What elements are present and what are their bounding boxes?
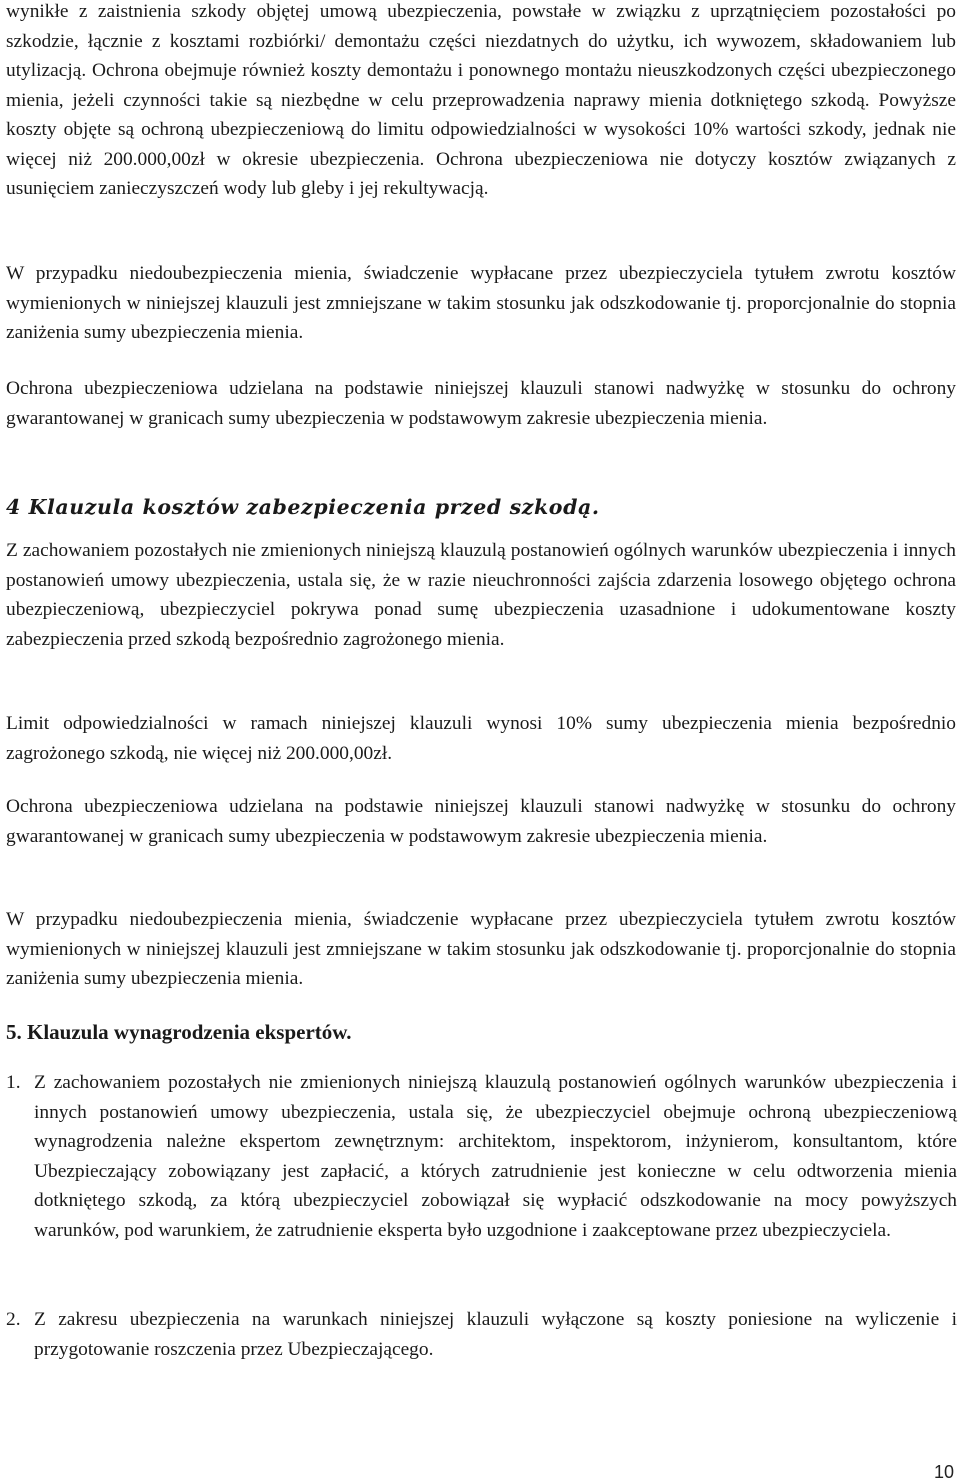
clause-5-heading: 5. Klauzula wynagrodzenia ekspertów. <box>6 1020 352 1044</box>
paragraph-excess-protection-2: Ochrona ubezpieczeniowa udzielana na podstawie niniejszej klauzuli stanowi nadwyżkę w stosunku do ochrony gwarantowanej w granicach sumy ubezpieczenia w podstawowym zakresie ubezpieczenia mienia. <box>6 796 956 847</box>
paragraph-underinsurance-1: W przypadku niedoubezpieczenia mienia, świadczenie wypłacane przez ubezpieczyciela tytułem zwrotu kosztów wymienionych w niniejszej klauzuli jest zmniejszane w takim stosunku jak odszkodowanie tj. proporcjonalnie do stopnia zaniżenia sumy ubezpieczenia mienia. <box>6 263 956 343</box>
list-item-text: Z zachowaniem pozostałych nie zmienionych niniejszą klauzulą postanowień ogólnych warunków ubezpieczenia i innych postanowień umowy ubezpieczenia, ustala się, że ubezpieczyciel obejmuje ochroną ubezpieczeniową wynagrodzenia należne ekspertom zewnętrznym: architektom, inspektorom, inżynierom, konsultantom, które Ubezpieczający zobowiązany jest zapłacić, a których zatrudnienie jest konieczne w celu odtworzenia mienia dotkniętego szkodą, za którą ubezpieczyciel zobowiązał się wypłacić odszkodowanie na mocy powyższych warunków, pod warunkiem, że zatrudnienie eksperta było uzgodnione i zaakceptowane przez ubezpieczyciela. <box>34 1072 957 1241</box>
paragraph-protection-costs: Z zachowaniem pozostałych nie zmienionych niniejszą klauzulą postanowień ogólnych warunków ubezpieczenia i innych postanowień umowy ubezpieczenia, ustala się, że w razie nieuchronności zajścia zdarzenia losowego objętego ochrona ubezpieczeniową, ubezpieczyciel pokrywa ponad sumę ubezpieczenia uzasadnione i udokumentowane koszty zabezpieczenia przed szkodą bezpośrednio zagrożonego mienia. <box>6 540 956 650</box>
paragraph-liability-limit: Limit odpowiedzialności w ramach niniejszej klauzuli wynosi 10% sumy ubezpieczenia mienia bezpośrednio zagrożonego szkodą, nie więcej niż 200.000,00zł. <box>6 713 956 764</box>
paragraph-excess-protection-1: Ochrona ubezpieczeniowa udzielana na podstawie niniejszej klauzuli stanowi nadwyżkę w stosunku do ochrony gwarantowanej w granicach sumy ubezpieczenia w podstawowym zakresie ubezpieczenia mienia. <box>6 378 956 429</box>
paragraph-debris-removal-costs: wynikłe z zaistnienia szkody objętej umową ubezpieczenia, powstałe w związku z uprzątnięciem pozostałości po szkodzie, łącznie z kosztami rozbiórki/ demontażu części niezdatnych do użytku, ich wywozem, składowaniem lub utylizacją. Ochrona obejmuje również koszty demontażu i ponownego montażu nieuszkodzonych części ubezpieczonego mienia, jeżeli czynności takie są niezbędne w celu przeprowadzenia naprawy mienia dotkniętego szkodą. Powyższe koszty objęte są ochroną ubezpieczeniową do limitu odpowiedzialności w wysokości 10% wartości szkody, jednak nie więcej niż 200.000,00zł w okresie ubezpieczenia. Ochrona ubezpieczeniowa nie dotyczy kosztów związanych z usunięciem zanieczyszczeń wody lub gleby i jej rekultywacją. <box>6 1 956 199</box>
list-item-number: 1. <box>6 1072 21 1093</box>
list-item-1 <box>6 1068 956 1278</box>
page-number: 10 <box>933 1462 954 1482</box>
clause-4-heading: 4 Klauzula kosztów zabezpieczenia przed szkodą. <box>6 495 600 519</box>
list-item-text: Z zakresu ubezpieczenia na warunkach niniejszej klauzuli wyłączone są koszty poniesione na wyliczenie i przygotowanie roszczenia przez Ubezpieczającego. <box>34 1309 957 1360</box>
paragraph-underinsurance-2: W przypadku niedoubezpieczenia mienia, świadczenie wypłacane przez ubezpieczyciela tytułem zwrotu kosztów wymienionych w niniejszej klauzuli jest zmniejszane w takim stosunku jak odszkodowanie tj. proporcjonalnie do stopnia zaniżenia sumy ubezpieczenia mienia. <box>6 909 956 989</box>
list-item-2 <box>6 1305 956 1365</box>
list-item-number: 2. <box>6 1309 21 1330</box>
